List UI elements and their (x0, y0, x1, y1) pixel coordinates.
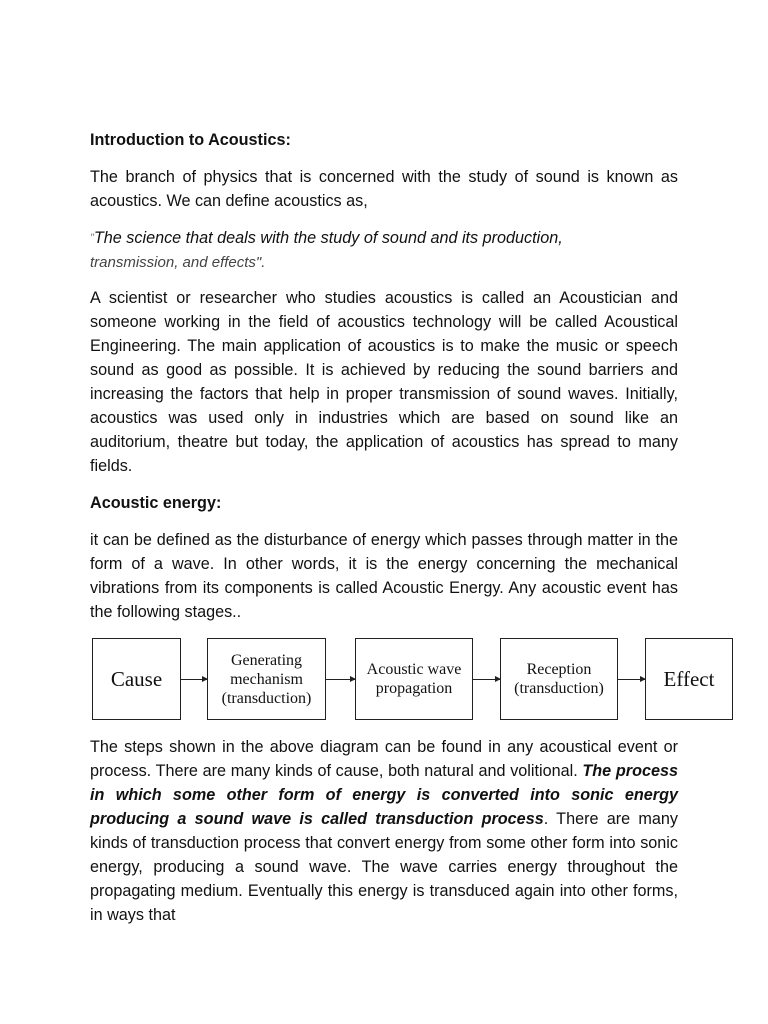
arrow-icon (618, 679, 645, 680)
paragraph-intro: The branch of physics that is concerned with the study of sound is known as acoustics. We can define acoustics as, (90, 168, 678, 210)
text-part: . There are many kinds of transduction process that convert energy from some other form into sonic energy, producing a sound wave. The wave carries energy throughout the propagating medium. Eventually this energy is transduced again into other forms, in ways that (90, 810, 678, 924)
text-part: The steps shown in the above diagram can be found in any acoustical event or process. There are many kinds of cause, both natural and volitional. (90, 738, 678, 780)
paragraph-acoustic-energy: it can be defined as the disturbance of energy which passes through matter in the form of a wave. In other words, it is the energy concerning the mechanical vibrations from its components is called Acoustic Energy. Any acoustic event has the following stages.. (90, 531, 678, 621)
emphasis-text: The process in which some other form of energy is converted into sonic energy producing a sound wave is called transduction process (90, 762, 678, 828)
heading-introduction: Introduction to Acoustics: (90, 131, 291, 149)
diagram-box-generating: Generating mechanism (transduction) (207, 638, 326, 720)
arrow-icon (326, 679, 355, 680)
arrow-icon (473, 679, 500, 680)
arrow-icon (181, 679, 207, 680)
diagram-box-propagation: Acoustic wave propagation (355, 638, 473, 720)
paragraph-transduction (90, 735, 678, 927)
quote-open-mark: " (90, 232, 94, 244)
paragraph-acoustician: A scientist or researcher who studies acoustics is called an Acoustician and someone working in the field of acoustics technology will be called Acoustical Engineering. The main application of acoustics is to make the music or speech sound as good as possible. It is achieved by reducing the sound barriers and increasing the factors that help in proper transmission of sound waves. Initially, acoustics was used only in industries which are based on sound like an auditorium, theatre but today, the application of acoustics has spread to many fields. (90, 289, 678, 475)
quote-line-1: The science that deals with the study of sound and its production, (93, 229, 563, 247)
definition-quote (90, 226, 678, 275)
diagram-box-reception: Reception (transduction) (500, 638, 618, 720)
diagram-box-effect: Effect (645, 638, 733, 720)
heading-acoustic-energy: Acoustic energy: (90, 494, 222, 512)
diagram-box-cause: Cause (92, 638, 181, 720)
quote-line-2: transmission, and effects". (90, 254, 266, 271)
